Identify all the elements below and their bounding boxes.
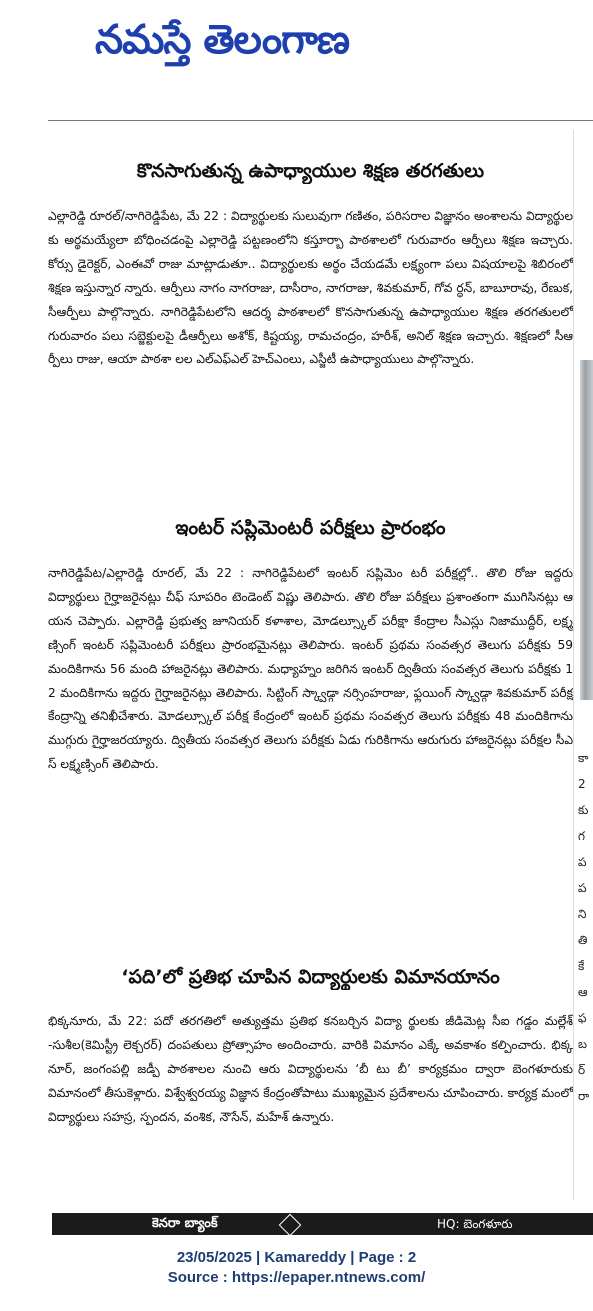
fragment: ప xyxy=(578,855,587,869)
fragment: తి xyxy=(578,933,588,947)
article-3-headline: ‘పది’లో ప్రతిభ చూపిన విద్యార్థులకు విమానయానం xyxy=(121,966,500,988)
fragment: కు xyxy=(578,803,589,817)
fragment: ర్ xyxy=(578,1063,586,1077)
bank-hq: HQ: బెంగళూరు xyxy=(437,1217,513,1231)
fragment: కా xyxy=(578,751,589,765)
fragment: రా xyxy=(578,1089,590,1103)
fragment: ని xyxy=(578,907,587,921)
fragment: ఆ xyxy=(578,985,588,999)
article-2-headline: ఇంటర్ సప్లిమెంటరీ పరీక్షలు ప్రారంభం xyxy=(175,517,446,539)
fragment: ఫ xyxy=(578,1011,587,1025)
page-footer xyxy=(0,1248,593,1288)
article-1 xyxy=(48,158,573,184)
article-3-body: భిక్కనూరు, మే 22: పదో తరగతిలో అత్యుత్తమ ప్రతిభ కనబర్చిన విద్యా ర్థులకు జీడిమెట్ల సీఐ గడ్డం మల్లేశ్ -సుశీల(కెమిస్ట్రీ లెక్చరర్) దంపతులు ప్రోత్సాహం అందించారు. వారికి విమానం ఎక్కే అవకాశం కల్పించారు. భిక్కనూర్, జంగంపల్లి జడ్పీ పాఠశాలల నుంచి ఆరు విద్యార్థులను ‘బీ టు బీ’ కార్యక్రమం ద్వారా బెంగళూరుకు విమానంలో తీసుకెళ్లారు. విశ్వేశ్వరయ్య విజ్ఞాన కేంద్రంతోపాటు ముఖ్యమైన ప్రదేశాలను చూపించారు. కార్యక్ర మంలో విద్యార్థులు సహస్ర, స్పందన, వంశిక, నౌసేన్, మహేశ్ ఉన్నారు. xyxy=(48,1014,573,1124)
bank-ad-strip xyxy=(52,1213,593,1235)
fragment: గ xyxy=(578,829,585,843)
masthead-divider xyxy=(48,120,593,121)
newspaper-masthead xyxy=(95,5,515,75)
bank-name: కెనరా బ్యాంక్ xyxy=(152,1216,218,1231)
column-divider xyxy=(573,130,574,1200)
fragment: 2 xyxy=(578,777,586,791)
bank-logo-icon xyxy=(279,1214,302,1237)
article-3 xyxy=(48,964,573,990)
masthead-title: నమస్తే తెలంగాణ xyxy=(95,17,350,63)
article-2-body: నాగిరెడ్డిపేట/ఎల్లారెడ్డి రూరల్, మే 22 : నాగిరెడ్డిపేటలో ఇంటర్ సప్లిమెం టరీ పరీక్షల్లో.. తొలి రోజు ఇద్దరు విద్యార్థులు గైర్హాజరైనట్లు చీఫ్ సూపరిం టెండెంట్ విష్ణు తెలిపారు. తొలి రోజు పరీక్షలు ప్రశాంతంగా ముగిసినట్లు ఆయన చెప్పారు. ఎల్లారెడ్డి ప్రభుత్వ జూనియర్ కళాశాల, మోడల్స్కూల్ పరీక్షా కేంద్రాల సీఎస్లు నిజాముద్దీర్, లక్ష్మణ్సింగ్ ఇంటర్ సప్లిమెంటరీ పరీక్షలు ప్రారంభమైనట్లు తెలిపారు. ఇంటర్ ప్రథమ సంవత్సర తెలుగు పరీక్షకు 59 మందికిగాను 56 మంది హాజరైనట్లు తెలిపారు. మధ్యాహ్నం జరిగిన ఇంటర్ ద్వితీయ సంవత్సర తెలుగు పరీక్షకు 12 మందికిగాను ఇద్దరు గైర్హాజరైనట్లు తెలిపారు. సిట్టింగ్ స్క్వాడ్గా నర్సింహరాజు, ఫ్లయింగ్ స్క్వాడ్గా శివకుమార్ పరీక్ష కేంద్రాన్ని తనిఖీచేశారు. మోడల్స్కూల్ పరీక్ష కేంద్రంలో ఇంటర్ ప్రథమ సంవత్సర తెలుగు పరీక్షకు 48 మందికిగాను ముగ్గురు గైర్హాజరయ్యారు. ద్వితీయ సంవత్సర తెలుగు పరీక్షకు ఏడు గురికిగాను ఆరుగురు హాజరైనట్లు పరీక్షల సీఎస్ లక్ష్మణ్సింగ్ తెలిపారు. xyxy=(48,566,573,772)
fragment: ప xyxy=(578,881,587,895)
adjacent-photo-edge xyxy=(580,360,593,700)
article-1-headline: కొనసాగుతున్న ఉపాధ్యాయుల శిక్షణ తరగతులు xyxy=(136,160,485,182)
adjacent-column-fragments xyxy=(578,745,593,1109)
fragment: కే xyxy=(578,959,585,973)
fragment: బ xyxy=(578,1037,588,1051)
edition-info: 23/05/2025 | Kamareddy | Page : 2 xyxy=(176,1249,417,1266)
article-2 xyxy=(48,515,573,541)
article-1-body: ఎల్లారెడ్డి రూరల్/నాగిరెడ్డిపేట, మే 22 : విద్యార్థులకు సులువుగా గణితం, పరిసరాల విజ్ఞానం అంశాలను విద్యార్థులకు అర్థమయ్యేలా బోధించడంపై ఎల్లారెడ్డి పట్టణంలోని కస్తూర్బా పాఠశాలలో గురువారం ఆర్పీలు శిక్షణ ఇచ్చారు. కోర్సు డైరెక్టర్, ఎంఈవో రాజు మాట్లాడుతూ.. విద్యార్థులకు అర్థం చేయడమే లక్ష్యంగా పలు విషయాలపై శిబిరంలో శిక్షణ ఇస్తున్నార న్నారు. ఆర్పీలు నాగం నాగరాజు, దాసీరాం, నాగరాజు, శివకుమార్, గోవ ర్ధన్, బాబూరావు, రేణుక, సీఆర్పీలు పాల్గొన్నారు. నాగిరెడ్డిపేటలోని ఆదర్శ పాఠశాలలో కొనసాగుతున్న ఉపాధ్యాయుల శిక్షణ తరగతులలో గురువారం పలు సబ్జెక్టులపై డీఆర్పీలు అశోక్, కిష్టయ్య, రామచంద్రం, హరీశ్, అనిల్ శిక్షణ ఇచ్చారు. శిక్షణలో సీఆర్పీలు రాజు, ఆయా పాఠశా లల ఎల్ఎఫ్ఎల్ హెచ్ఎంలు, ఎస్జీటీ ఉపాధ్యాయులు పాల్గొన్నారు. xyxy=(48,209,573,367)
source-link[interactable]: Source : https://epaper.ntnews.com/ xyxy=(167,1269,426,1286)
